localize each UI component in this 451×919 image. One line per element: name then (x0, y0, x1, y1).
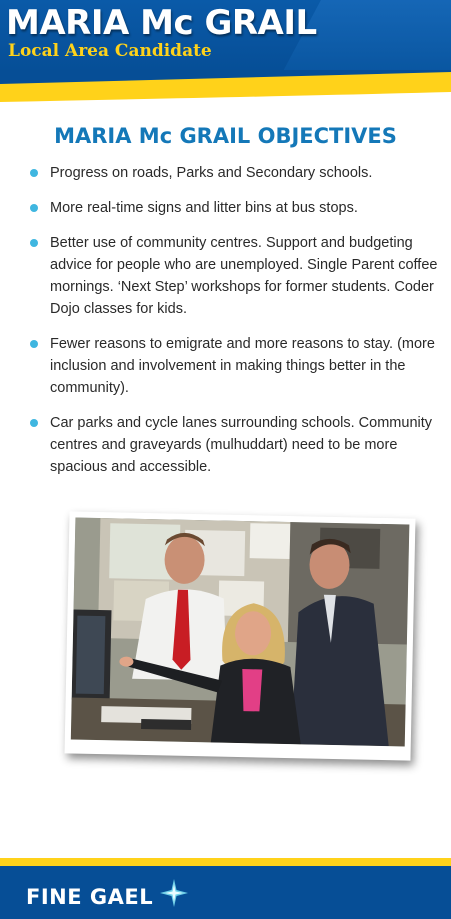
yellow-swoosh (0, 70, 451, 110)
office-photo-illustration (71, 518, 410, 747)
list-item (30, 162, 440, 184)
objective-text: Progress on roads, Parks and Secondary schools. (50, 165, 373, 181)
photo-frame (65, 511, 416, 760)
objectives-title: MARIA Mc GRAIL OBJECTIVES (54, 124, 397, 148)
objectives-list (30, 162, 440, 491)
star-icon (159, 878, 189, 908)
objective-text: More real-time signs and litter bins at bus stops. (50, 200, 358, 216)
footer-banner (0, 866, 451, 919)
list-item (30, 333, 440, 399)
candidate-name: MARIA Mc GRAIL (6, 3, 317, 43)
candidate-subtitle: Local Area Candidate (8, 41, 212, 61)
list-item (30, 412, 440, 478)
bullet-dot-icon (30, 239, 38, 247)
bullet-dot-icon (30, 419, 38, 427)
bullet-dot-icon (30, 169, 38, 177)
office-photo (71, 518, 410, 747)
party-logo-text: FINE GAEL (26, 885, 154, 909)
objective-text: Fewer reasons to emigrate and more reasons to stay. (more inclusion and involvement in making things better in the community). (50, 336, 435, 396)
header-banner (0, 0, 451, 75)
bullet-dot-icon (30, 204, 38, 212)
objective-text: Better use of community centres. Support and budgeting advice for people who are unemployed. Single Parent coffee mornings. ‘Next Step’ workshops for former students. Coder Dojo classes for kids. (50, 235, 438, 317)
objective-text: Car parks and cycle lanes surrounding schools. Community centres and graveyards (mulhuddart) need to be more spacious and accessible. (50, 415, 433, 475)
footer-yellow-rule (0, 858, 451, 866)
list-item (30, 197, 440, 219)
bullet-dot-icon (30, 340, 38, 348)
list-item (30, 232, 440, 320)
